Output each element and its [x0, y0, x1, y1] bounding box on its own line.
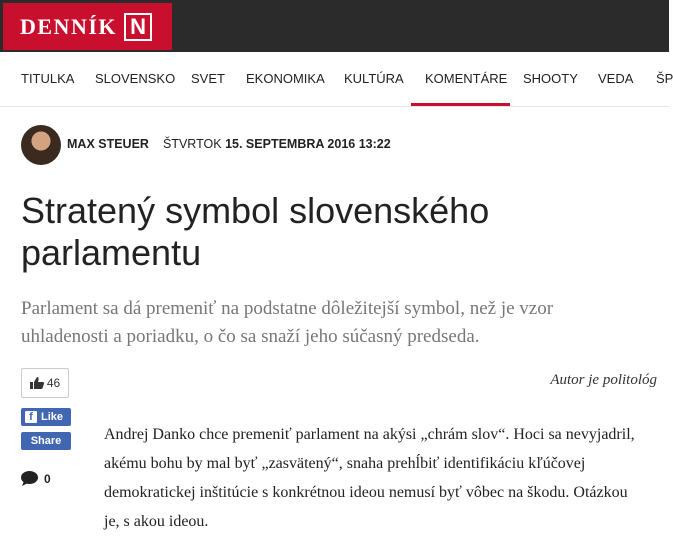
comment-count: 0: [44, 471, 51, 486]
nav-item-sport[interactable]: ŠP: [656, 71, 673, 86]
comment-icon: [21, 471, 38, 486]
publish-date: [163, 137, 391, 151]
top-bar: [0, 0, 669, 52]
main-navigation: [0, 52, 673, 107]
author-note: Autor je politológ: [550, 372, 657, 388]
author-avatar[interactable]: [21, 125, 61, 165]
logo-text: DENNÍK: [20, 13, 118, 39]
site-logo[interactable]: [3, 3, 172, 50]
article-lead: Parlament sa dá premeniť na podstatne dôležitejší symbol, než je vzor uhladenosti a poriadku, o čo sa snaží jeho súčasný predseda.: [21, 298, 554, 347]
facebook-like-label: Like: [41, 411, 64, 423]
facebook-icon: f: [25, 411, 37, 423]
nav-item-komentare[interactable]: KOMENTÁRE: [425, 71, 508, 86]
publish-datetime: 15. SEPTEMBRA 2016 13:22: [225, 137, 391, 151]
facebook-share-button[interactable]: Share: [21, 432, 71, 450]
facebook-like-button[interactable]: [21, 408, 71, 426]
logo-mark: N: [124, 13, 152, 41]
author-name[interactable]: MAX STEUER: [67, 137, 149, 151]
nav-item-veda[interactable]: VEDA: [598, 71, 634, 86]
nav-item-slovensko[interactable]: SLOVENSKO: [95, 71, 176, 86]
nav-item-shooty[interactable]: SHOOTY: [523, 71, 578, 86]
article-body: Andrej Danko chce premeniť parlament na akýsi „chrám slov“. Hoci sa nevyjadril, akému bohu by mal byť „zasvätený“, snaha prehĺbiť identifikáciu kľúčovej demokratickej inštitúcie s konkrétnou ideou nemusí byť vôbec na škodu. Otázkou je, s akou ideou.: [104, 426, 635, 530]
comments-link[interactable]: [21, 471, 51, 486]
thumbs-up-icon: [30, 377, 44, 389]
nav-active-indicator: [411, 103, 510, 106]
publish-day: ŠTVRTOK: [163, 137, 222, 151]
like-counter-button[interactable]: [21, 368, 69, 398]
nav-item-titulka[interactable]: TITULKA: [21, 71, 75, 86]
like-count: 46: [46, 376, 61, 390]
article-title: Stratený symbol slovenského parlamentu: [21, 190, 490, 273]
nav-item-svet[interactable]: SVET: [191, 71, 225, 86]
nav-item-kultura[interactable]: KULTÚRA: [344, 71, 404, 86]
nav-item-ekonomika[interactable]: EKONOMIKA: [246, 71, 325, 86]
